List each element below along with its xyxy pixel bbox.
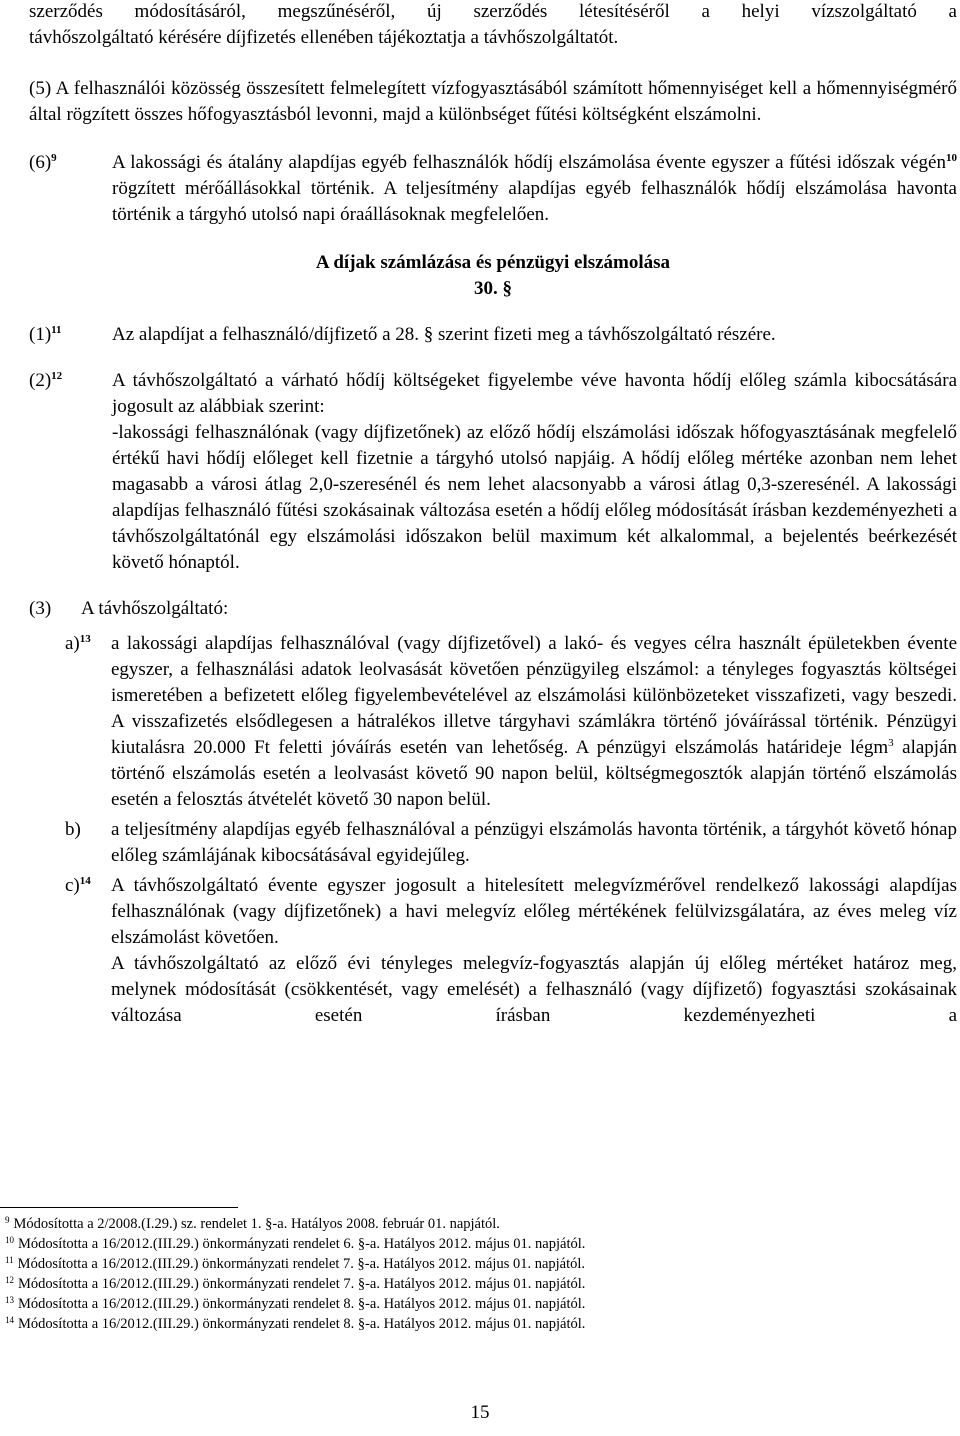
subsection-1-text: Az alapdíjat a felhasználó/díjfizető a 28. § szerint fizeti meg a távhőszolgáltató részére. (112, 324, 776, 345)
footnote-list (0, 1214, 960, 1334)
paragraph-6 (29, 150, 957, 228)
item-c-text-2: A távhőszolgáltató az előző évi tényleges melegvíz-fogyasztás alapján új előleg mértéket határoz meg, melynek módosítását (csökkentését, vagy emelését) a felhasználó (vagy díjfizető) fogyasztási szokásainak változása esetén írásban kezdeményezheti a (111, 953, 957, 1026)
footnote-13 (0, 1294, 960, 1314)
item-a (29, 631, 957, 813)
item-a-text: a lakossági alapdíjas felhasználóval (vagy díjfizetővel) a lakó- és vegyes célra használt épületekben évente egyszer, a felhasználási adatok leolvasását követően pénzügyileg elszámol: a tényleges fogyasztás költségei ismeretében a befizetett előleg figyelembevételével az elszámolási különbözeteket visszafizeti, vagy beszedi. A visszafizetés elsődlegesen a hátralékos illetve tárgyhavi számlákra történő jóváírással történik. Pénzügyi kiutalásra 20.000 Ft feletti jóváírás esetén van lehetőség. A pénzügyi elszámolás határideje légm$^3$ alapján történő elszámolás esetén a leolvasást követő 90 napon belül, költségmegosztók alapján történő elszámolás esetén a felosztás átvételét követő 30 napon belül. (111, 633, 957, 810)
footnote-14 (0, 1314, 960, 1334)
footnote-ref-10: 10 (946, 152, 957, 164)
footnote-11 (0, 1254, 960, 1274)
item-b-text: a teljesítmény alapdíjas egyéb felhasználóval a pénzügyi elszámolás havonta történik, a tárgyhót követő hónap előleg számlájának kibocsátásával egyidejűleg. (111, 819, 957, 866)
footnote-number: 13 (5, 1295, 14, 1305)
section-title: A díjak számlázása és pénzügyi elszámolása (315, 252, 671, 273)
item-c (29, 873, 957, 1029)
item-b (29, 817, 957, 869)
footnote-text: Módosította a 16/2012.(III.29.) önkormányzati rendelet 8. §-a. Hatályos 2012. május 01. napjától. (18, 1316, 586, 1332)
intro-line-2: távhőszolgáltató kérésére díjfizetés ellenében tájékoztatja a távhőszolgáltatót. (29, 27, 619, 48)
subsection-2 (29, 368, 957, 576)
item-c-text: A távhőszolgáltató évente egyszer jogosult a hitelesített melegvízmérővel rendelkező lakossági alapdíjas felhasználónak (vagy díjfizetőnek) a havi melegvíz előleg mértékének felülvizsgálatára, az éves meleg víz elszámolást követően. (111, 875, 957, 948)
footnote-divider (0, 1207, 238, 1208)
subsection-3-text: A távhőszolgáltató: (81, 598, 229, 619)
footnote-text: Módosította a 2/2008.(I.29.) sz. rendelet 1. §-a. Hatályos 2008. február 01. napjától. (13, 1216, 500, 1232)
footnote-text: Módosította a 16/2012.(III.29.) önkormányzati rendelet 7. §-a. Hatályos 2012. május 01. napjától. (18, 1276, 586, 1292)
paragraph-5-text: (5) A felhasználói közösség összesített felmelegített vízfogyasztásából számított hőmennyiséget kell a hőmennyiségmérő által rögzített összes hőfogyasztásból levonni, majd a különbséget fűtési költségként elszámolni. (29, 78, 957, 125)
superscript-3: 3 (888, 737, 894, 749)
subsection-1-label: $(1)^{11}$ (29, 324, 62, 345)
intro-paragraph (29, 0, 957, 51)
footnote-12 (0, 1274, 960, 1294)
item-c-label: c)$^{14}$ (65, 875, 91, 896)
footnote-number: 11 (5, 1255, 14, 1265)
footnote-number: 9 (5, 1215, 10, 1225)
section-number: 30. § (474, 278, 512, 299)
footnote-10 (0, 1234, 960, 1254)
footnote-text: Módosította a 16/2012.(III.29.) önkormányzati rendelet 6. §-a. Hatályos 2012. május 01. napjától. (18, 1236, 586, 1252)
paragraph-6-text: A lakossági és átalány alapdíjas egyéb felhasználók hődíj elszámolása évente egyszer a fűtési időszak végén$^{10}$ rögzített mérőállásokkal történik. A teljesítmény alapdíjas egyéb felhasználók hődíj elszámolása havonta történik a tárgyhó utolsó napi óraállásoknak megfelelően. (112, 152, 957, 225)
subsection-1 (29, 322, 957, 348)
item-a-label: a)$^{13}$ (65, 633, 91, 654)
footnote-number: 10 (5, 1235, 14, 1245)
paragraph-6-label: $(6)^9$ (29, 152, 57, 173)
footnote-text: Módosította a 16/2012.(III.29.) önkormányzati rendelet 8. §-a. Hatályos 2012. május 01. napjától. (18, 1296, 586, 1312)
subsection-2-label: $(2)^{12}$ (29, 370, 63, 391)
intro-line-1: szerződés módosításáról, megszűnéséről, új szerződés létesítéséről a helyi vízszolgáltató a (29, 1, 957, 22)
footnote-text: Módosította a 16/2012.(III.29.) önkormányzati rendelet 7. §-a. Hatályos 2012. május 01. napjától. (17, 1256, 586, 1272)
main-text (29, 0, 957, 1029)
paragraph-5 (29, 76, 957, 128)
subsection-3 (29, 596, 957, 622)
footnotes (0, 1207, 960, 1334)
footnote-number: 12 (5, 1275, 14, 1285)
page-number: 15 (470, 1402, 490, 1423)
item-b-label: b) (65, 819, 81, 840)
subsection-2-text-2: -lakossági felhasználónak (vagy díjfizetőnek) az előző hődíj elszámolási időszak hőfogyasztásának megfelelő értékű havi hődíj előleget kell fizetnie a tárgyhó utolsó napjáig. A hődíj előleg mértéke azonban nem lehet magasabb a városi átlag 2,0-szeresénél és nem lehet alacsonyabb a városi átlag 0,3-szeresénél. A lakossági alapdíjas felhasználó fűtési szokásainak változása esetén a hődíj előleg módosítását írásban kezdeményezheti a távhőszolgáltatónál egy elszámolási időszakon belül maximum két alkalommal, a bejelentés beérkezését követő hónaptól. (112, 422, 957, 573)
footnote-number: 14 (5, 1315, 14, 1325)
subsection-2-text: A távhőszolgáltató a várható hődíj költségeket figyelembe véve havonta hődíj előleg számla kibocsátására jogosult az alábbiak szerint: (112, 370, 957, 417)
subsection-3-label: (3) (29, 598, 52, 619)
footnote-9 (0, 1214, 960, 1234)
